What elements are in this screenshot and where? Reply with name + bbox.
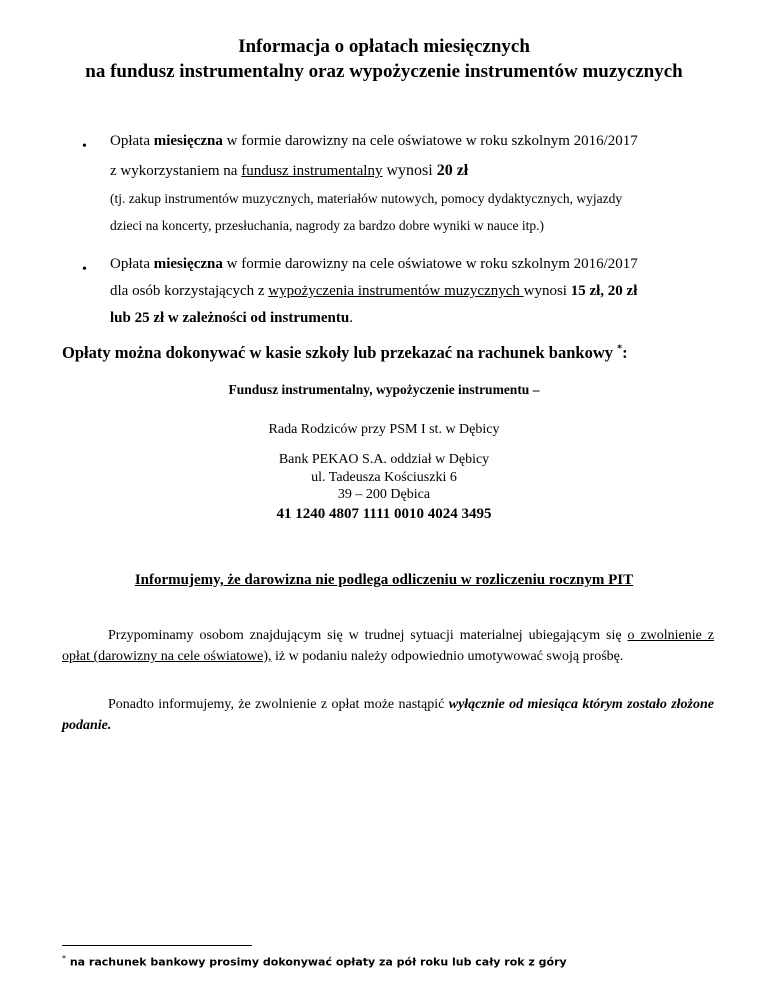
account-number: 41 1240 4807 1111 0010 4024 3495 [276,506,492,522]
bullet-fundusz-line-4: dzieci na koncerty, przesłuchania, nagrody za bardzo dobre wyniki w nauce itp.) [110,218,544,233]
title-line-1: Informacja o opłatach miesięcznych [238,36,530,57]
footnote-text: na rachunek bankowy prosimy dokonywać opłaty za pół roku lub cały rok z góry [66,955,567,969]
bullet-dot-icon: • [82,139,87,154]
bullet-wypozyczenie-line-1 [110,256,638,273]
bullet-dot-icon: • [82,262,87,277]
footnote [62,954,567,969]
page-title [40,34,728,84]
recipient-name: Rada Rodziców przy PSM I st. w Dębicy [268,422,500,437]
text-run: iż w podaniu należy odpowiednio umotywować swoją prośbę. [271,649,624,664]
payment-subheading: Fundusz instrumentalny, wypożyczenie instrumentu – [228,382,540,397]
text-run: . [349,310,353,326]
bank-name: Bank PEKAO S.A. oddział w Dębicy [278,452,490,467]
underlined-fundusz: fundusz instrumentalny [241,163,383,179]
bullet-wypozyczenie-line-2 [110,283,637,300]
emphasis-monthly: miesięczna [153,256,223,272]
amount-20: 20 zł [436,162,469,179]
text-run: w formie darowizny na cele oświatowe w roku szkolnym 2016/2017 [222,133,638,149]
text-run: Opłata [110,133,154,149]
text-run: z wykorzystaniem na [110,163,242,179]
bullet-fundusz-line-1 [110,133,638,150]
footnote-separator [62,945,252,946]
text-run: wynosi [523,283,571,299]
title-line-2: na fundusz instrumentalny oraz wypożyczenie instrumentów muzycznych [85,61,683,82]
text-run: Przypominamy osobom znajdującym się w trudnej sytuacji materialnej ubiegającym się [108,628,628,643]
text-run: Opłata [110,256,154,272]
amounts-15-20: 15 zł, 20 zł [570,283,638,299]
amount-25-note: lub 25 zł w zależności od instrumentu [110,310,350,326]
bullet-wypozyczenie-line-3 [110,310,353,327]
exemption-date-paragraph [62,694,714,736]
text-run: wynosi [382,162,437,179]
pit-notice: Informujemy, że darowizna nie podlega odliczeniu w rozliczeniu rocznym PIT [134,572,634,588]
underlined-exemption: o zwolnienie z opłat (darowizny na cele oświatowe), [62,628,715,664]
text-run: dla osób korzystających z [110,283,269,299]
payment-heading-text: Opłaty można dokonywać w kasie szkoły lub przekazać na rachunek bankowy [62,343,618,362]
text-run: : [622,343,628,362]
footnote-marker: * [617,343,623,355]
emphasis-month-of-filing: wyłącznie od miesiąca którym zostało złożone podanie. [62,697,714,733]
emphasis-monthly: miesięczna [153,133,223,149]
footnote-marker: * [62,954,66,963]
underlined-wypozyczenie: wypożyczenia instrumentów muzycznych [268,283,524,299]
exemption-paragraph [62,625,714,667]
bullet-fundusz-line-3: (tj. zakup instrumentów muzycznych, materiałów nutowych, pomocy dydaktycznych, wyjazdy [110,191,623,206]
bank-city: 39 – 200 Dębica [337,487,431,502]
bullet-fundusz-line-2 [110,162,468,180]
bank-street: ul. Tadeusza Kościuszki 6 [311,470,457,485]
text-run: w formie darowizny na cele oświatowe w roku szkolnym 2016/2017 [222,256,638,272]
payment-heading [62,343,628,363]
text-run: Ponadto informujemy, że zwolnienie z opłat może nastąpić [108,697,449,712]
